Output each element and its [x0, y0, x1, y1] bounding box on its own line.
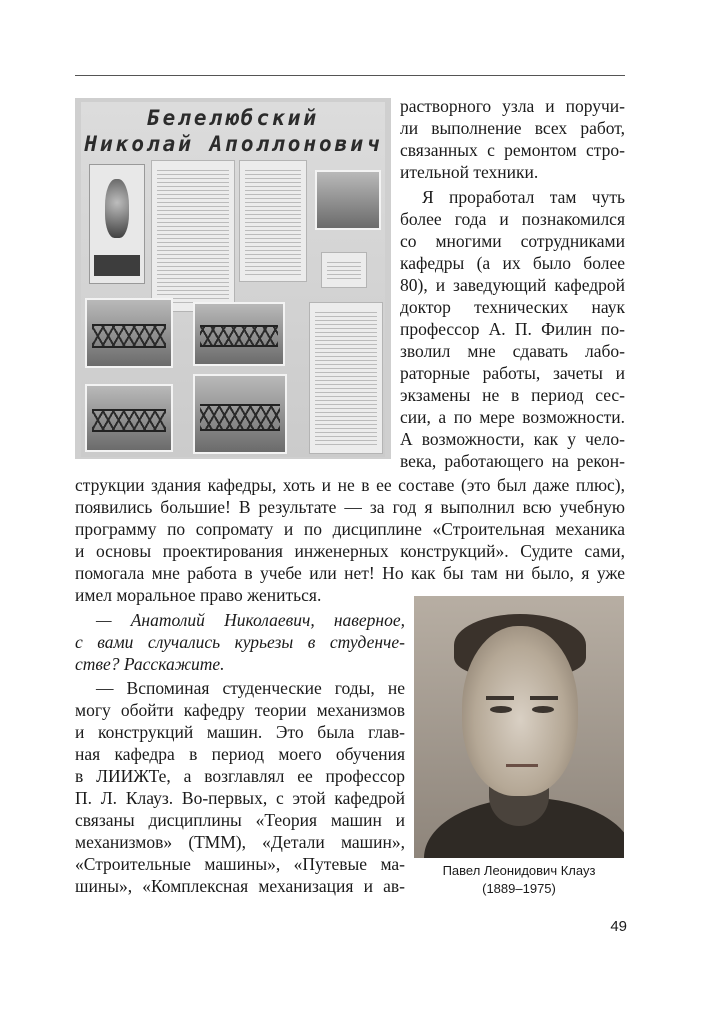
text-line: связанных с ремонтом стро- — [400, 140, 625, 160]
text-line: программу по сопромату и по дисциплине «Строительная механика — [75, 519, 625, 539]
question-line: с вами случались курьезы в студенче- — [75, 632, 405, 652]
poster-title-line2: Николай Аполлонович — [84, 132, 382, 156]
poster-text-sheet — [309, 302, 383, 454]
text-line: и конструкций машин. Это была глав- — [75, 722, 405, 742]
text-line: сии, а по мере возможности. — [400, 407, 625, 427]
text-line: помогала мне работа в учебе или нет! Но как бы там ни было, я уже — [75, 563, 625, 583]
question-line: — Анатолий Николаевич, наверное, — [96, 610, 405, 630]
text-line: ная кафедра в период моего обучения — [75, 744, 405, 764]
poster-text-sheet — [239, 160, 307, 282]
text-line: раторные работы, зачеты и — [400, 363, 625, 383]
text-line: кафедры (а их было более — [400, 253, 625, 273]
text-line: появились большие! В результате — за год я выполнил всю учебную — [75, 497, 625, 517]
text-line: со многими сотрудниками — [400, 231, 625, 251]
poster-photo — [75, 98, 391, 459]
text-line: доктор технических наук — [400, 297, 625, 317]
poster-bridge-photo — [193, 302, 285, 366]
caption-name: Павел Леонидович Клауз — [442, 863, 596, 878]
text-line: в ЛИИЖТе, а возглавлял ее профессор — [75, 766, 405, 786]
text-line: и основы проектирования инженерных конструкций». Судите сами, — [75, 541, 625, 561]
poster-title-line1: Белелюбский — [146, 106, 320, 130]
poster-bridge-photo — [193, 374, 287, 454]
poster-book — [321, 252, 367, 288]
portrait-photo — [414, 596, 624, 858]
text-line: А возможности, как у чело- — [400, 429, 625, 449]
text-line: ительной техники. — [400, 162, 539, 182]
text-line: — Вспоминая студенческие годы, не — [96, 678, 405, 698]
poster-bridge-photo — [85, 298, 173, 368]
text-line: Я проработал там чуть — [422, 187, 625, 207]
poster-board — [81, 102, 385, 457]
text-line: могу обойти кафедру теории механизмов — [75, 700, 405, 720]
text-line: связаны дисциплины «Теория машин и — [75, 810, 405, 830]
text-line: экзамены не в период сес- — [400, 385, 625, 405]
text-line: 80), и заведующий кафедрой — [400, 275, 625, 295]
header-rule — [75, 75, 625, 76]
text-line: более года и познакомился — [400, 209, 625, 229]
text-line: профессор А. П. Филин по- — [400, 319, 625, 339]
page-number: 49 — [610, 918, 627, 935]
text-line: шины», «Комплексная механизация и ав- — [75, 876, 405, 896]
text-line: века, работающего на рекон- — [400, 451, 625, 471]
caption-years: (1889–1975) — [482, 881, 556, 896]
text-line: П. Л. Клауз. Во-первых, с этой кафедрой — [75, 788, 405, 808]
poster-bridge-photo — [85, 384, 173, 452]
poster-photo-workshop — [315, 170, 381, 230]
photo-caption — [414, 862, 624, 898]
poster-portrait — [89, 164, 145, 284]
text-line: зволил мне сдавать лабо- — [400, 341, 625, 361]
question-line: стве? Расскажите. — [75, 654, 225, 674]
text-line: механизмов» (ТММ), «Детали машин», — [75, 832, 405, 852]
text-line: «Строительные машины», «Путевые ма- — [75, 854, 405, 874]
poster-text-sheet — [151, 160, 235, 312]
text-line: растворного узла и поручи- — [400, 96, 625, 116]
text-line: имел моральное право жениться. — [75, 585, 322, 605]
text-line: струкции здания кафедры, хоть и не в ее составе (это был даже плюс), — [75, 475, 625, 495]
text-line: ли выполнение всех работ, — [400, 118, 625, 138]
